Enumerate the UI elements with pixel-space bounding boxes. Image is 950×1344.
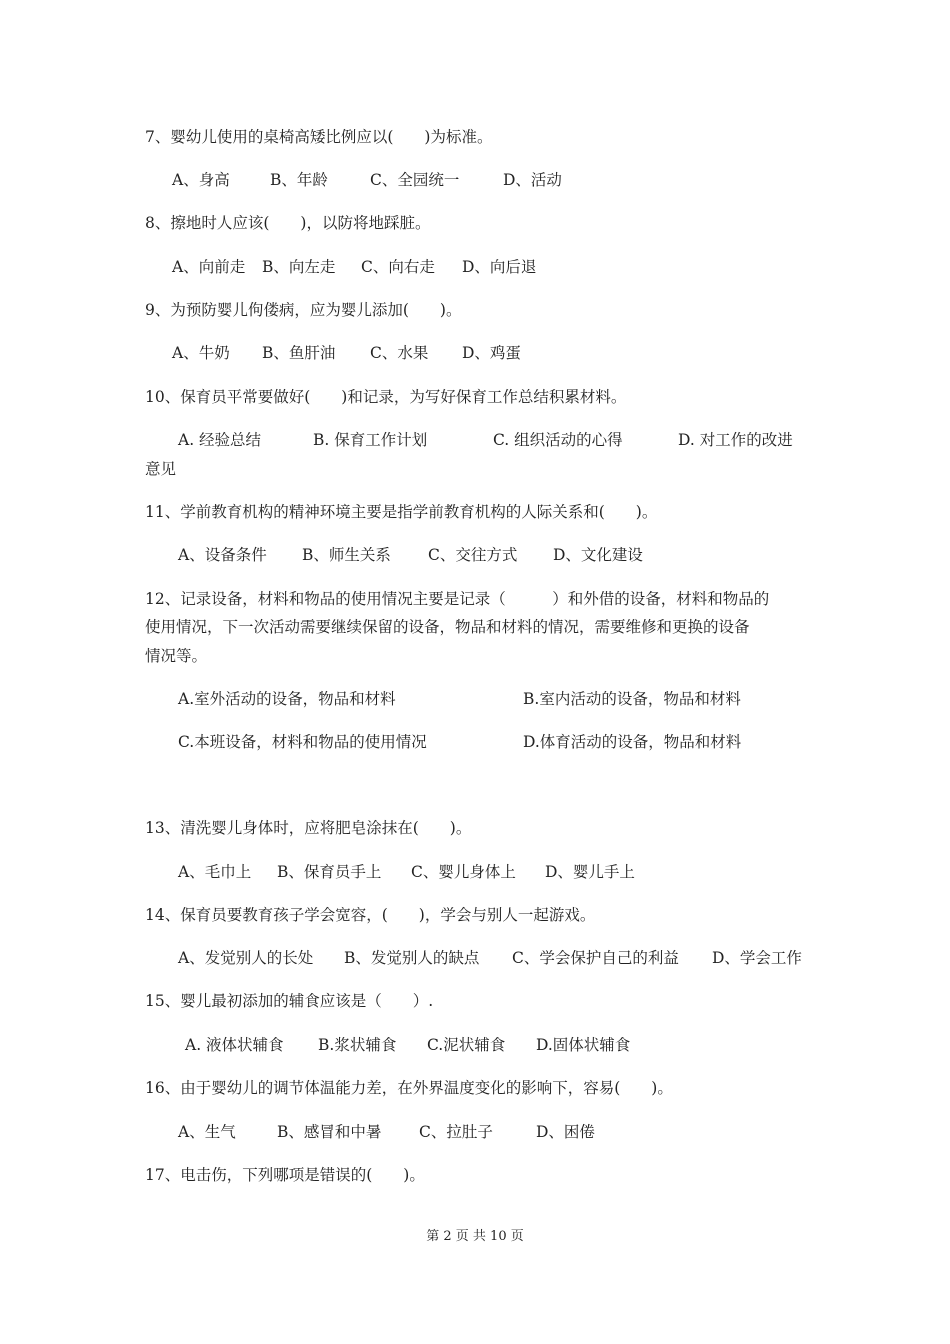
option: B、向左走 (262, 258, 336, 276)
page-number: 第 2 页 共 10 页 (426, 1229, 524, 1244)
option: B、鱼肝油 (262, 344, 336, 362)
option: C、学会保护自己的利益 (512, 949, 679, 967)
question-stem-line: 12、记录设备，材料和物品的使用情况主要是记录（ ）和外借的设备，材料和物品的 (145, 590, 770, 608)
option: B、年龄 (270, 171, 328, 189)
option: C、婴儿身体上 (411, 863, 516, 881)
option: D、活动 (503, 171, 562, 189)
question-stem-line: 情况等。 (145, 647, 208, 665)
option: C.本班设备，材料和物品的使用情况 (178, 733, 427, 751)
option: B.室内活动的设备，物品和材料 (523, 690, 741, 708)
option: C、全园统一 (370, 171, 460, 189)
option: A、毛巾上 (178, 863, 252, 881)
question-stem: 9、为预防婴儿佝偻病，应为婴儿添加( )。 (145, 301, 462, 319)
option: A.室外活动的设备，物品和材料 (178, 690, 396, 708)
option: C. 组织活动的心得 (493, 431, 623, 449)
option: C.泥状辅食 (427, 1036, 506, 1054)
option: B.浆状辅食 (318, 1036, 397, 1054)
option: D、学会工作 (712, 949, 802, 967)
question-stem: 14、保育员要教育孩子学会宽容，( )，学会与别人一起游戏。 (145, 906, 596, 924)
option: D、向后退 (462, 258, 537, 276)
option: A、牛奶 (172, 344, 230, 362)
option: A、向前走 (172, 258, 246, 276)
option: A、生气 (178, 1123, 236, 1141)
option: A、身高 (172, 171, 230, 189)
option: C、向右走 (361, 258, 435, 276)
option: D、鸡蛋 (462, 344, 521, 362)
option-continuation: 意见 (145, 460, 177, 478)
question-stem: 7、婴幼儿使用的桌椅高矮比例应以( )为标准。 (145, 128, 493, 146)
question-stem: 17、电击伤，下列哪项是错误的( )。 (145, 1166, 425, 1184)
option: D.固体状辅食 (536, 1036, 631, 1054)
option: D、婴儿手上 (545, 863, 635, 881)
question-stem-line: 使用情况，下一次活动需要继续保留的设备，物品和材料的情况，需要维修和更换的设备 (145, 618, 750, 636)
question-stem: 16、由于婴幼儿的调节体温能力差，在外界温度变化的影响下，容易( )。 (145, 1079, 673, 1097)
question-stem: 10、保育员平常要做好( )和记录，为写好保育工作总结积累材料。 (145, 388, 627, 406)
option: D、文化建设 (553, 546, 643, 564)
option: D.体育活动的设备，物品和材料 (523, 733, 742, 751)
option: B. 保育工作计划 (313, 431, 428, 449)
option: C、拉肚子 (419, 1123, 493, 1141)
option: C、交往方式 (428, 546, 518, 564)
question-stem: 8、擦地时人应该( )，以防将地踩脏。 (145, 214, 431, 232)
option: A、设备条件 (178, 546, 267, 564)
option: D、困倦 (536, 1123, 595, 1141)
option: B、发觉别人的缺点 (344, 949, 480, 967)
question-stem: 15、婴儿最初添加的辅食应该是（ ）. (145, 992, 434, 1010)
option: B、感冒和中暑 (277, 1123, 382, 1141)
question-stem: 13、清洗婴儿身体时，应将肥皂涂抹在( )。 (145, 819, 472, 837)
option: B、师生关系 (302, 546, 391, 564)
option: A. 液体状辅食 (185, 1036, 284, 1054)
option: C、水果 (370, 344, 429, 362)
option: D. 对工作的改进 (678, 431, 793, 449)
question-stem: 11、学前教育机构的精神环境主要是指学前教育机构的人际关系和( )。 (145, 503, 658, 521)
option: B、保育员手上 (277, 863, 382, 881)
option: A、发觉别人的长处 (178, 949, 314, 967)
option: A. 经验总结 (178, 431, 262, 449)
